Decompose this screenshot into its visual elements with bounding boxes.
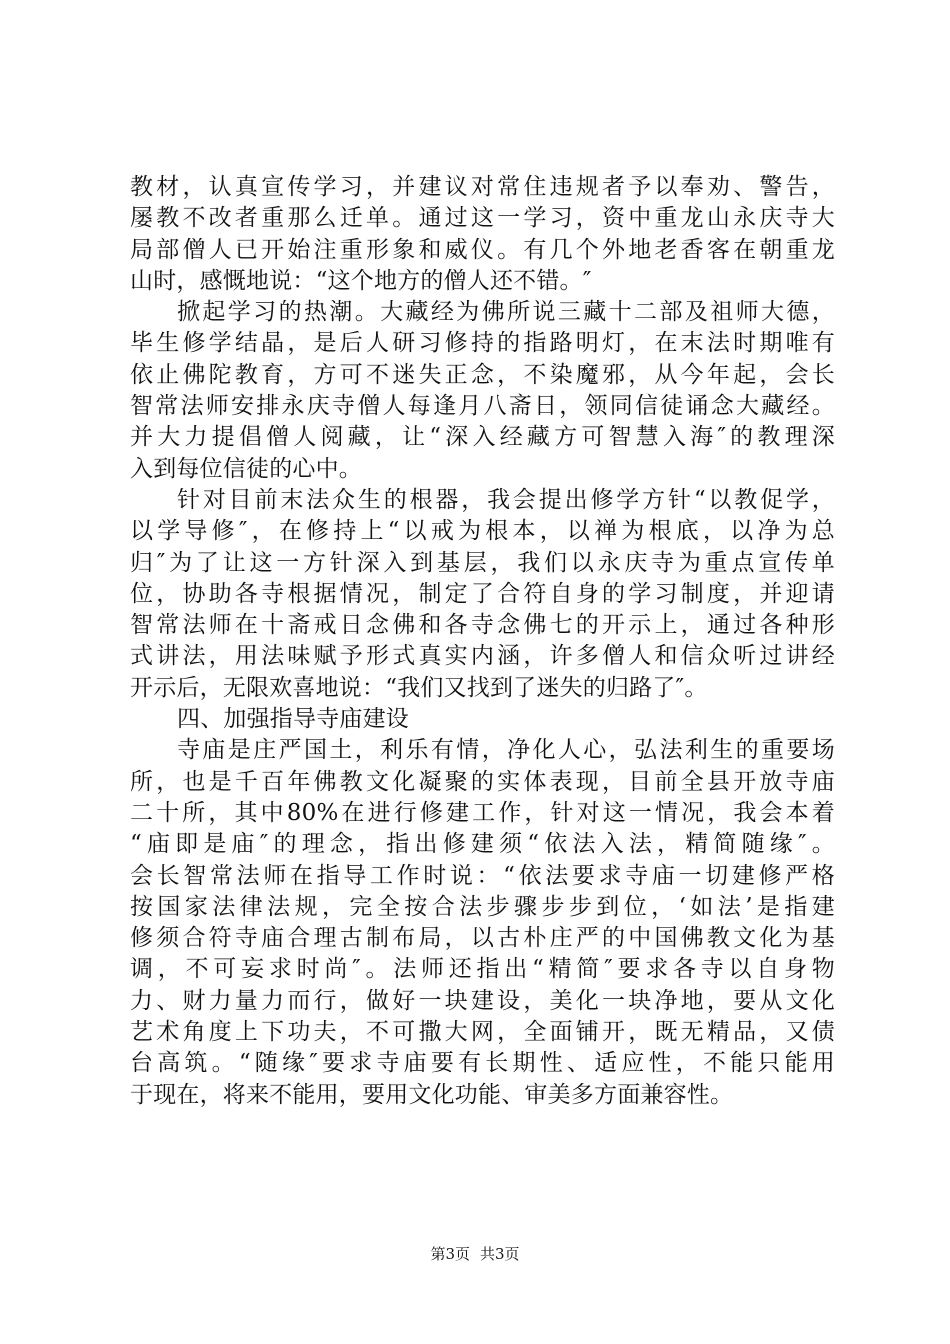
text-line: 于现在，将来不能用，要用文化功能、审美多方面兼容性。 — [130, 1081, 734, 1108]
text-line: 位，协助各寺根据情况，制定了合符自身的学习制度，并迎请 — [130, 580, 835, 607]
text-line: 艺术角度上下功夫，不可撒大网，全面铺开，既无精品，又债 — [130, 1019, 835, 1046]
text-line: 依止佛陀教育，方可不迷失正念，不染魔邪，从今年起，会长 — [130, 361, 835, 388]
page-footer — [0, 1244, 950, 1264]
text-line: 掀起学习的热潮。大藏经为佛所说三藏十二部及祖师大德， — [177, 299, 835, 326]
text-line: 局部僧人已开始注重形象和威仪。有几个外地老香客在朝重龙 — [130, 236, 835, 263]
text-line: 入到每位信徒的心中。 — [130, 455, 362, 482]
text-line: 二十所，其中80%在进行修建工作，针对这一情况，我会本着 — [130, 799, 835, 826]
text-line: 智常法师安排永庆寺僧人每逢月八斋日，领同信徒诵念大藏经。 — [130, 393, 835, 420]
text-line: 调，不可妄求时尚″。法师还指出“精简″要求各寺以自身物 — [130, 956, 835, 983]
text-line: 归″为了让这一方针深入到基层，我们以永庆寺为重点宣传单 — [130, 549, 835, 576]
body-text — [130, 172, 835, 1111]
text-line: 修须合符寺庙合理古制布局，以古朴庄严的中国佛教文化为基 — [130, 925, 835, 952]
text-line: 智常法师在十斋戒日念佛和各寺念佛七的开示上，通过各种形 — [130, 612, 835, 639]
text-line: 力、财力量力而行，做好一块建设，美化一块净地，要从文化 — [130, 987, 835, 1014]
text-line: 以学导修″，在修持上“以戒为根本，以禅为根底，以净为总 — [130, 518, 835, 545]
text-line: 针对目前末法众生的根器，我会提出修学方针“以教促学， — [177, 486, 835, 513]
page-total: 共3页 — [480, 1245, 520, 1263]
text-line: 式讲法，用法味赋予形式真实内涵，许多僧人和信众听过讲经 — [130, 643, 835, 670]
text-line: 寺庙是庄严国土，利乐有情，净化人心，弘法利生的重要场 — [177, 737, 835, 764]
text-line: 并大力提倡僧人阅藏，让“深入经藏方可智慧入海″的教理深 — [130, 424, 835, 451]
text-line: 毕生修学结晶，是后人研习修持的指路明灯，在末法时期唯有 — [130, 330, 835, 357]
text-line: 屡教不改者重那么迁单。通过这一学习，资中重龙山永庆寺大 — [130, 205, 835, 232]
page-number: 第3页 — [430, 1245, 470, 1263]
text-line: 会长智常法师在指导工作时说：“依法要求寺庙一切建修严格 — [130, 862, 835, 889]
text-line: 山时，感慨地说：“这个地方的僧人还不错。″ — [130, 267, 592, 294]
text-line: 教材，认真宣传学习，并建议对常住违规者予以奉劝、警告， — [130, 174, 835, 200]
text-line: 台高筑。“随缘″要求寺庙要有长期性、适应性，不能只能用 — [130, 1050, 835, 1077]
text-line: 按国家法律法规，完全按合法步骤步步到位，‘如法’是指建 — [130, 893, 835, 920]
section-heading: 四、加强指导寺庙建设 — [177, 706, 409, 733]
text-line: 所，也是千百年佛教文化凝聚的实体表现，目前全县开放寺庙 — [130, 768, 835, 795]
text-line: 开示后，无限欢喜地说：“我们又找到了迷失的归路了″。 — [130, 674, 708, 701]
text-line: “庙即是庙″的理念，指出修建须“依法入法，精简随缘″。 — [130, 831, 835, 858]
